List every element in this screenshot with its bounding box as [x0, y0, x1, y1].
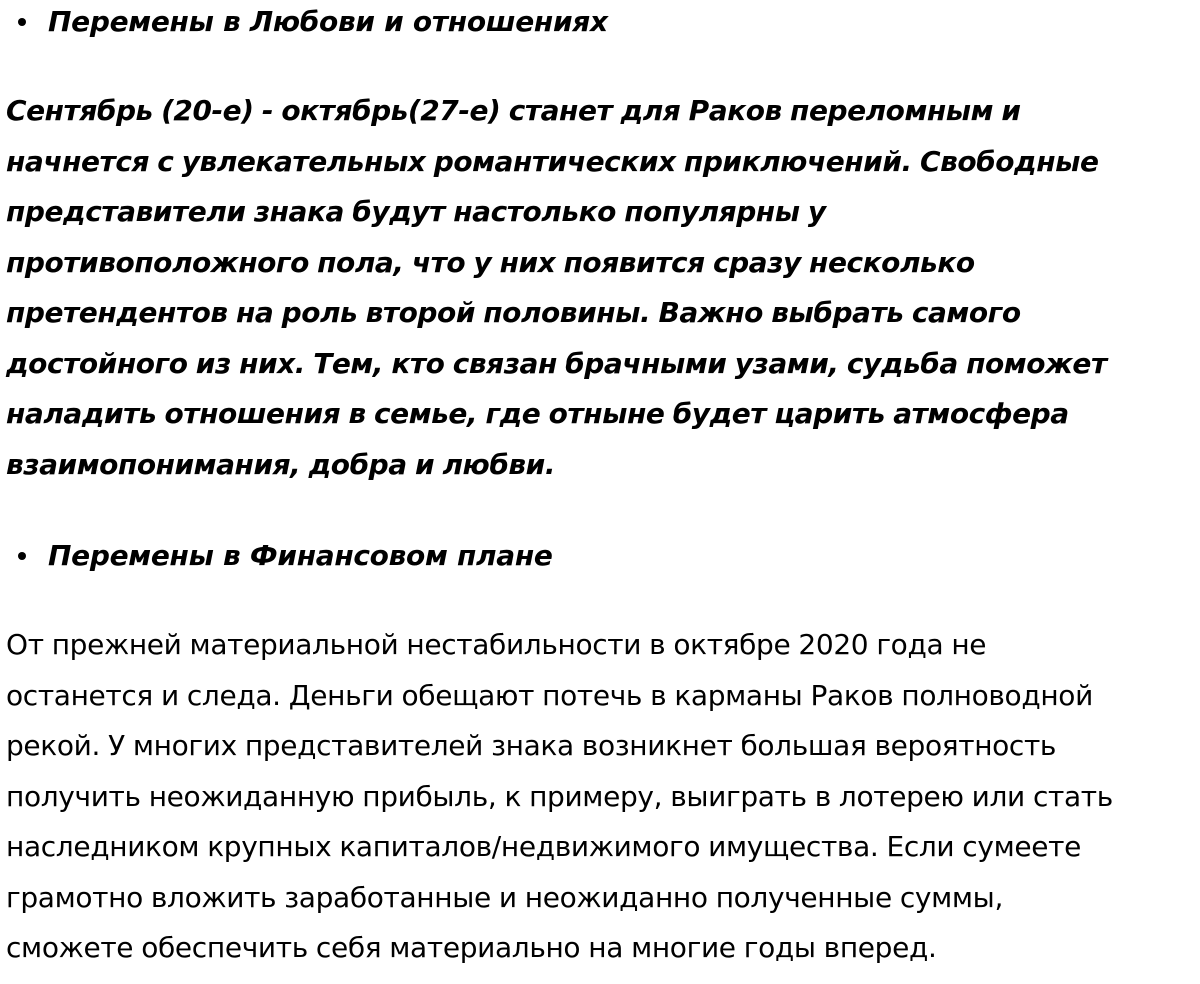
paragraph-line: взаимопонимания, добра и любви.	[6, 447, 556, 481]
section-heading: Перемены в Любови и отношениях	[48, 5, 608, 38]
paragraph-line: От прежней материальной нестабильности в октябре 2020 года не	[6, 628, 987, 661]
bullet-icon	[18, 552, 26, 560]
list-item-love-heading	[6, 0, 608, 47]
paragraph-line: грамотно вложить заработанные и неожиданно полученные суммы,	[6, 880, 1003, 914]
paragraph-line: претендентов на роль второй половины. Важно выбрать самого	[6, 296, 1021, 329]
paragraph-line: представители знака будут настолько популярны у	[6, 195, 826, 228]
list-item-finance-heading	[6, 531, 553, 581]
love-paragraph	[6, 86, 1198, 490]
paragraph-line: наладить отношения в семье, где отныне будет царить атмосфера	[6, 397, 1069, 430]
paragraph-line: рекой. У многих представителей знака возникнет большая вероятность	[6, 729, 1057, 762]
paragraph-line: получить неожиданную прибыль, к примеру, выиграть в лотерею или стать	[6, 779, 1113, 813]
paragraph-line: наследником крупных капиталов/недвижимого имущества. Если сумеете	[6, 830, 1081, 863]
paragraph-line: Сентябрь (20-е) - октябрь(27-е) станет для Раков переломным и	[6, 94, 1021, 127]
paragraph-line: останется и следа. Деньги обещают потечь в карманы Раков полноводной	[6, 678, 1093, 712]
section-heading: Перемены в Финансовом плане	[48, 539, 553, 572]
paragraph-line: достойного из них. Тем, кто связан брачными узами, судьба поможет	[6, 346, 1107, 380]
finance-paragraph	[6, 620, 1198, 974]
paragraph-line: сможете обеспечить себя материально на многие годы вперед.	[6, 931, 937, 964]
paragraph-line: начнется с увлекательных романтических приключений. Свободные	[6, 144, 1099, 178]
paragraph-line: противоположного пола, что у них появится сразу несколько	[6, 245, 975, 279]
bullet-icon	[18, 18, 26, 26]
